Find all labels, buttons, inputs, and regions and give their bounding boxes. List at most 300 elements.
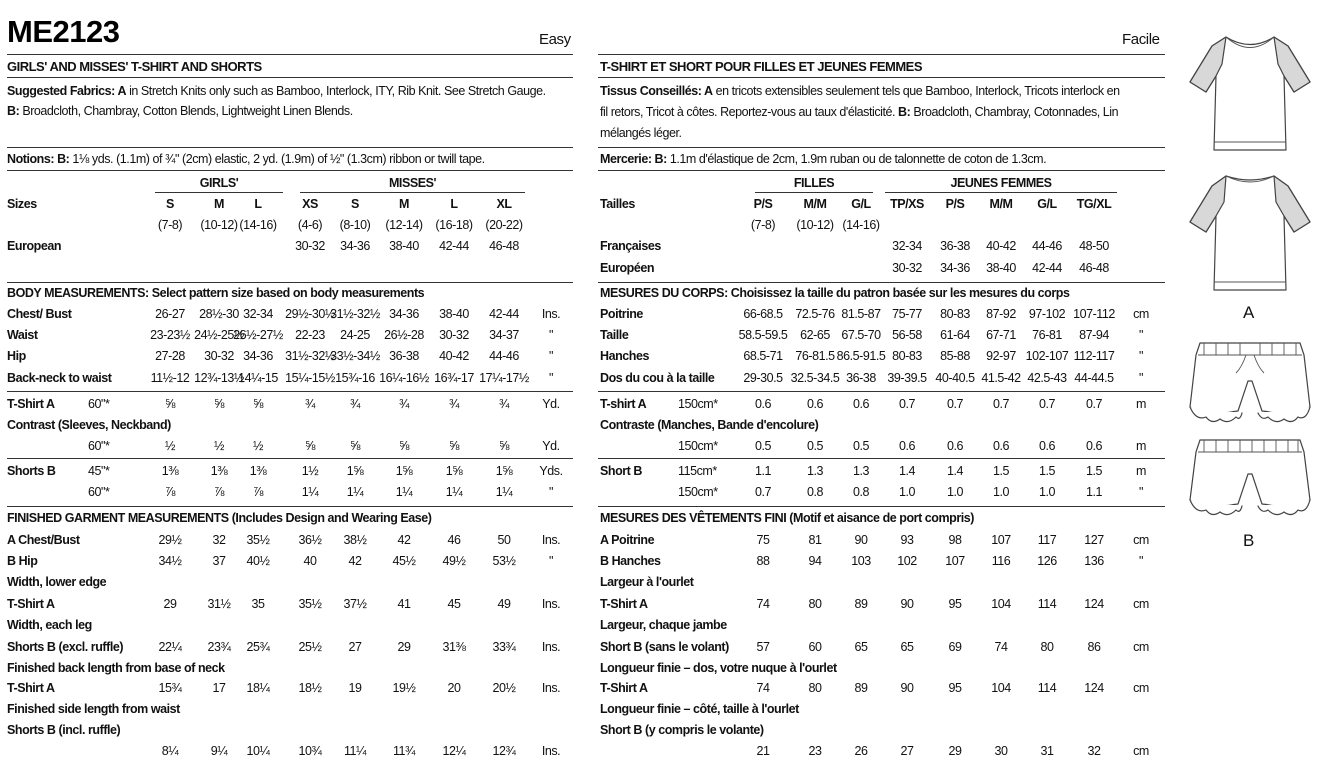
finished-value: 94	[808, 554, 822, 568]
body-value: 29½-30½	[285, 307, 335, 321]
francaises-size: 48-50	[1079, 239, 1109, 253]
body-row-label: Poitrine	[600, 307, 643, 321]
finished-value: 29	[948, 744, 962, 758]
yardage-value: ⅝	[399, 439, 409, 453]
finished-value: 114	[1037, 681, 1057, 695]
body-value: 27-28	[155, 349, 185, 363]
size-header: XS	[302, 197, 318, 211]
size-header: M	[399, 197, 409, 211]
europeen-size: 46-48	[1079, 261, 1109, 275]
finished-value: 19	[348, 681, 362, 695]
finished-value: 89	[854, 681, 868, 695]
yardage-value: ½	[214, 439, 224, 453]
size-number: (20-22)	[485, 218, 523, 232]
unit: Ins.	[541, 597, 561, 611]
finished-value: 65	[900, 640, 914, 654]
body-value: 12¾-13½	[194, 371, 244, 385]
size-header: M	[214, 197, 224, 211]
finished-value: 74	[756, 597, 770, 611]
yardage-value: 1⅜	[210, 464, 228, 478]
fabrics-fr-line1: Tissus Conseillés: A en tricots extensibles seulement tels que Bamboo, Interlock, Tricots interlock en	[600, 84, 1120, 98]
finished-value: 12¼	[442, 744, 466, 758]
finished-value: 53½	[492, 554, 516, 568]
yardage-value: ⅝	[253, 397, 263, 411]
yardage-value: 1.0	[898, 485, 916, 499]
unit: "	[549, 485, 553, 499]
unit: "	[549, 349, 553, 363]
fabric-width: 150cm*	[678, 397, 718, 411]
finished-row-label: A Poitrine	[600, 533, 655, 547]
unit: cm	[1133, 307, 1149, 321]
fabric-width: 60"*	[88, 397, 110, 411]
european-size: 34-36	[340, 239, 370, 253]
yardage-value: 1.3	[852, 464, 870, 478]
yardage-value: 0.7	[1085, 397, 1103, 411]
finished-value: 93	[900, 533, 914, 547]
fabric-width: 45"*	[88, 464, 110, 478]
finished-row-label: T-Shirt A	[7, 597, 55, 611]
yardage-value: 1.0	[992, 485, 1010, 499]
group-girls-fr: FILLES	[793, 176, 835, 190]
yardage-value: 1½	[301, 464, 319, 478]
unit: Ins.	[541, 307, 561, 321]
finished-value: 11¾	[392, 744, 416, 758]
finished-value: 31½	[207, 597, 231, 611]
finished-value: 32	[1087, 744, 1101, 758]
finished-value: 74	[756, 681, 770, 695]
finished-value: 42	[348, 554, 362, 568]
body-value: 44-44.5	[1074, 371, 1114, 385]
finished-value: 80	[1040, 640, 1054, 654]
finished-value: 81	[808, 533, 822, 547]
body-value: 31½-32½	[330, 307, 380, 321]
francaises-label: Françaises	[600, 239, 661, 253]
body-value: 41.5-42	[981, 371, 1021, 385]
europeen-size: 30-32	[892, 261, 922, 275]
yardage-value: ⅝	[214, 397, 224, 411]
yardage-value: 1⅜	[161, 464, 179, 478]
body-value: 33½-34½	[330, 349, 380, 363]
difficulty-fr: Facile	[1122, 31, 1160, 48]
finished-value: 10¼	[246, 744, 270, 758]
view-b-label: B	[1243, 531, 1255, 550]
yardage-value: 1.0	[1038, 485, 1056, 499]
europeen-size: 34-36	[940, 261, 970, 275]
unit: "	[1139, 349, 1143, 363]
finished-value: 29	[163, 597, 177, 611]
contrast-yardage-label: Contrast (Sleeves, Neckband)	[7, 418, 171, 432]
finished-value: 104	[991, 681, 1011, 695]
european-label-en: European	[7, 239, 62, 253]
size-number: (4-6)	[297, 218, 323, 232]
unit: Ins.	[541, 640, 561, 654]
finished-value: 20	[447, 681, 461, 695]
finished-value: 98	[948, 533, 962, 547]
finished-value: 114	[1037, 597, 1057, 611]
size-header: P/S	[753, 197, 773, 211]
finished-row-label: Finished side length from waist	[7, 702, 180, 716]
finished-value: 126	[1037, 554, 1057, 568]
size-number: (7-8)	[157, 218, 183, 232]
francaises-size: 32-34	[892, 239, 922, 253]
yardage-value: ⅝	[350, 439, 360, 453]
finished-value: 34½	[158, 554, 182, 568]
finished-value: 15¾	[158, 681, 182, 695]
size-number: (16-18)	[435, 218, 473, 232]
size-header: G/L	[1037, 197, 1057, 211]
unit: Ins.	[541, 744, 561, 758]
view-a-label: A	[1243, 303, 1255, 322]
body-value: 40-42	[439, 349, 469, 363]
tshirt-yardage-label: T-shirt A	[600, 397, 647, 411]
body-value: 24-25	[340, 328, 370, 342]
finished-value: 90	[900, 597, 914, 611]
size-header: M/M	[989, 197, 1013, 211]
yardage-value: 0.6	[1085, 439, 1103, 453]
finished-value: 127	[1084, 533, 1104, 547]
body-heading-en: BODY MEASUREMENTS: Select pattern size based on body measurements	[7, 286, 425, 300]
yardage-value: 1.5	[992, 464, 1010, 478]
finished-value: 8¼	[161, 744, 179, 758]
fabrics-en: Suggested Fabrics: A in Stretch Knits only such as Bamboo, Interlock, ITY, Rib Knit. See Stretch Gauge.	[7, 84, 546, 98]
body-value: 102-107	[1025, 349, 1069, 363]
yardage-value: 0.7	[992, 397, 1010, 411]
yardage-value: 1.0	[946, 485, 964, 499]
yardage-value: ¾	[499, 397, 509, 411]
size-number: (14-16)	[842, 218, 880, 232]
body-value: 58.5-59.5	[738, 328, 788, 342]
francaises-size: 36-38	[940, 239, 970, 253]
finished-value: 35½	[246, 533, 270, 547]
yardage-value: 1⅝	[346, 464, 364, 478]
body-value: 15¾-16	[335, 371, 375, 385]
pattern-code: ME2123	[7, 14, 120, 49]
finished-value: 18¼	[246, 681, 270, 695]
finished-value: 25½	[298, 640, 322, 654]
body-value: 11½-12	[150, 371, 190, 385]
finished-value: 36½	[298, 533, 322, 547]
body-value: 22-23	[295, 328, 325, 342]
yardage-value: ¾	[449, 397, 459, 411]
body-value: 76-81	[1032, 328, 1062, 342]
yardage-value: 0.8	[806, 485, 824, 499]
finished-value: 27	[348, 640, 362, 654]
body-value: 38-40	[439, 307, 469, 321]
body-value: 26½-28	[384, 328, 424, 342]
finished-value: 23¾	[207, 640, 231, 654]
unit: cm	[1133, 744, 1149, 758]
finished-value: 31	[1040, 744, 1054, 758]
finished-value: 80	[808, 597, 822, 611]
notions-en: Notions: B: 1⅛ yds. (1.1m) of ¾" (2cm) elastic, 2 yd. (1.9m) of ½" (1.3cm) ribbon or twill tape.	[7, 152, 485, 166]
body-value: 24½-25½	[194, 328, 244, 342]
unit: Ins.	[541, 533, 561, 547]
finished-value: 90	[900, 681, 914, 695]
yardage-value: 0.7	[1038, 397, 1056, 411]
unit: Yd.	[542, 439, 560, 453]
european-size: 46-48	[489, 239, 519, 253]
contrast-yardage-label: Contraste (Manches, Bande d'encolure)	[600, 418, 819, 432]
unit: "	[549, 371, 553, 385]
finished-value: 45	[447, 597, 461, 611]
finished-value: 22¼	[158, 640, 182, 654]
finished-value: 29½	[158, 533, 182, 547]
yardage-value: 1.1	[1085, 485, 1103, 499]
body-value: 14¼-15	[238, 371, 278, 385]
finished-value: 18½	[298, 681, 322, 695]
body-row-label: Hip	[7, 349, 26, 363]
size-number: (12-14)	[385, 218, 423, 232]
sizes-label-fr: Tailles	[600, 197, 635, 211]
yardage-value: 0.5	[806, 439, 824, 453]
body-value: 87-92	[986, 307, 1016, 321]
body-value: 23-23½	[150, 328, 190, 342]
tshirt-yardage-label: T-Shirt A	[7, 397, 55, 411]
unit: "	[1139, 554, 1143, 568]
body-value: 85-88	[940, 349, 970, 363]
finished-row-label: Short B (sans le volant)	[600, 640, 729, 654]
size-header: XL	[496, 197, 512, 211]
size-header: G/L	[851, 197, 871, 211]
fabric-width: 150cm*	[678, 439, 718, 453]
finished-value: 17	[212, 681, 226, 695]
finished-value: 103	[851, 554, 871, 568]
unit: Yds.	[539, 464, 563, 478]
body-value: 39-39.5	[887, 371, 927, 385]
finished-value: 80	[808, 681, 822, 695]
yardage-value: 1⅝	[495, 464, 513, 478]
finished-row-label: Short B (y compris le volante)	[600, 723, 764, 737]
finished-value: 117	[1037, 533, 1057, 547]
finished-row-label: Largeur à l'ourlet	[600, 575, 694, 589]
francaises-size: 40-42	[986, 239, 1016, 253]
yardage-value: 0.7	[946, 397, 964, 411]
yardage-value: ½	[253, 439, 263, 453]
finished-value: 104	[991, 597, 1011, 611]
finished-value: 107	[991, 533, 1011, 547]
body-value: 40-40.5	[935, 371, 975, 385]
finished-value: 86	[1087, 640, 1101, 654]
body-row-label: Taille	[600, 328, 629, 342]
yardage-value: 1¼	[301, 485, 319, 499]
unit: "	[549, 328, 553, 342]
finished-value: 38½	[343, 533, 367, 547]
fabric-width: 60"*	[88, 485, 110, 499]
body-value: 112-117	[1073, 349, 1115, 363]
finished-value: 21	[756, 744, 770, 758]
unit: Yd.	[542, 397, 560, 411]
fabric-width: 60"*	[88, 439, 110, 453]
yardage-value: ⅝	[165, 397, 175, 411]
body-value: 107-112	[1073, 307, 1115, 321]
size-header: S	[166, 197, 174, 211]
body-value: 72.5-76	[795, 307, 835, 321]
yardage-value: 1.1	[754, 464, 772, 478]
europeen-size: 38-40	[986, 261, 1016, 275]
european-size: 42-44	[439, 239, 469, 253]
finished-value: 33¾	[492, 640, 516, 654]
body-value: 32.5-34.5	[790, 371, 840, 385]
finished-value: 12¾	[492, 744, 516, 758]
finished-row-label: Longueur finie – dos, votre nuque à l'ourlet	[600, 661, 837, 675]
size-header: L	[254, 197, 262, 211]
fabrics-fr-line2: fil retors, Tricot à côtes. Reportez-vous au taux d'élasticité. B: Broadcloth, Chambray, Cotonnades, Lin	[600, 105, 1119, 119]
group-misses-en: MISSES'	[388, 176, 437, 190]
unit: Ins.	[541, 681, 561, 695]
body-value: 62-65	[800, 328, 830, 342]
body-value: 17¼-17½	[479, 371, 529, 385]
yardage-value: 1⅝	[445, 464, 463, 478]
body-row-label: Back-neck to waist	[7, 371, 112, 385]
body-value: 75-77	[892, 307, 922, 321]
body-value: 30-32	[439, 328, 469, 342]
yardage-value: 0.6	[946, 439, 964, 453]
yardage-value: 0.7	[898, 397, 916, 411]
finished-heading-fr: MESURES DES VÊTEMENTS FINI (Motif et aisance de port compris)	[600, 511, 974, 525]
unit: cm	[1133, 597, 1149, 611]
finished-row-label: T-Shirt A	[7, 681, 55, 695]
body-value: 26½-27½	[233, 328, 283, 342]
finished-value: 9¼	[210, 744, 228, 758]
yardage-value: ¾	[350, 397, 360, 411]
finished-row-label: Width, lower edge	[7, 575, 107, 589]
body-value: 56-58	[892, 328, 922, 342]
yardage-value: 1⅜	[249, 464, 267, 478]
yardage-value: ⅝	[449, 439, 459, 453]
yardage-value: 0.6	[754, 397, 772, 411]
finished-row-label: Longueur finie – côté, taille à l'ourlet	[600, 702, 799, 716]
finished-value: 46	[447, 533, 461, 547]
francaises-size: 44-46	[1032, 239, 1062, 253]
finished-row-label: Finished back length from base of neck	[7, 661, 225, 675]
unit: "	[549, 554, 553, 568]
unit: "	[1139, 485, 1143, 499]
yardage-value: ½	[165, 439, 175, 453]
finished-value: 57	[756, 640, 770, 654]
finished-value: 124	[1084, 681, 1104, 695]
yardage-value: 1.5	[1085, 464, 1103, 478]
body-value: 34-36	[389, 307, 419, 321]
size-number: (10-12)	[200, 218, 238, 232]
finished-value: 95	[948, 597, 962, 611]
finished-value: 74	[994, 640, 1008, 654]
finished-value: 116	[991, 554, 1011, 568]
body-value: 87-94	[1079, 328, 1109, 342]
european-size: 38-40	[389, 239, 419, 253]
finished-value: 124	[1084, 597, 1104, 611]
unit: cm	[1133, 640, 1149, 654]
group-misses-fr: JEUNES FEMMES	[950, 176, 1052, 190]
finished-value: 35½	[298, 597, 322, 611]
unit: m	[1136, 397, 1146, 411]
finished-row-label: B Hip	[7, 554, 38, 568]
finished-value: 10¾	[298, 744, 322, 758]
finished-row-label: T-Shirt A	[600, 597, 648, 611]
finished-row-label: Width, each leg	[7, 618, 92, 632]
body-value: 67-71	[986, 328, 1016, 342]
yardage-value: 1¼	[495, 485, 513, 499]
yardage-value: 1.5	[1038, 464, 1056, 478]
finished-value: 25¾	[246, 640, 270, 654]
finished-value: 40½	[246, 554, 270, 568]
finished-value: 37½	[343, 597, 367, 611]
yardage-value: 0.6	[806, 397, 824, 411]
yardage-value: ¾	[305, 397, 315, 411]
finished-row-label: Shorts B (incl. ruffle)	[7, 723, 121, 737]
body-value: 97-102	[1028, 307, 1066, 321]
size-number: (7-8)	[750, 218, 776, 232]
finished-value: 88	[756, 554, 770, 568]
body-value: 16¼-16½	[379, 371, 429, 385]
fabrics-fr-line3: mélangés léger.	[600, 126, 682, 140]
finished-value: 49½	[442, 554, 466, 568]
unit: "	[1139, 371, 1143, 385]
body-row-label: Waist	[7, 328, 38, 342]
body-row-label: Hanches	[600, 349, 649, 363]
finished-value: 49	[497, 597, 511, 611]
finished-value: 27	[900, 744, 914, 758]
body-value: 86.5-91.5	[836, 349, 886, 363]
size-header: TG/XL	[1076, 197, 1112, 211]
finished-row-label: A Chest/Bust	[7, 533, 80, 547]
body-value: 81.5-87	[841, 307, 881, 321]
body-value: 36-38	[389, 349, 419, 363]
finished-value: 11¼	[343, 744, 367, 758]
unit: m	[1136, 439, 1146, 453]
european-size: 30-32	[295, 239, 325, 253]
finished-value: 95	[948, 681, 962, 695]
finished-value: 69	[948, 640, 962, 654]
yardage-value: 1.3	[806, 464, 824, 478]
yardage-value: 0.8	[852, 485, 870, 499]
size-header: P/S	[945, 197, 965, 211]
yardage-value: 0.5	[852, 439, 870, 453]
body-value: 32-34	[243, 307, 273, 321]
tshirt-front-icon	[1184, 24, 1316, 160]
yardage-value: 0.6	[992, 439, 1010, 453]
size-header: TP/XS	[890, 197, 924, 211]
body-value: 76-81.5	[795, 349, 835, 363]
yardage-value: 0.5	[754, 439, 772, 453]
finished-value: 19½	[392, 681, 416, 695]
finished-value: 75	[756, 533, 770, 547]
finished-value: 26	[854, 744, 868, 758]
notions-fr: Mercerie: B: 1.1m d'élastique de 2cm, 1.9m ruban ou de talonnette de coton de 1.3cm.	[600, 152, 1047, 166]
finished-value: 50	[497, 533, 511, 547]
finished-value: 45½	[392, 554, 416, 568]
body-value: 42-44	[489, 307, 519, 321]
finished-value: 107	[945, 554, 965, 568]
tshirt-back-icon	[1184, 166, 1316, 298]
body-value: 26-27	[155, 307, 185, 321]
yardage-value: 1¼	[445, 485, 463, 499]
finished-value: 20½	[492, 681, 516, 695]
finished-row-label: B Hanches	[600, 554, 661, 568]
finished-value: 31⅜	[442, 640, 466, 654]
yardage-value: ¾	[399, 397, 409, 411]
yardage-value: 0.6	[1038, 439, 1056, 453]
finished-value: 29	[397, 640, 411, 654]
yardage-value: 1.4	[898, 464, 916, 478]
size-header: M/M	[803, 197, 827, 211]
size-number: (14-16)	[239, 218, 277, 232]
fabric-width: 150cm*	[678, 485, 718, 499]
finished-heading-en: FINISHED GARMENT MEASUREMENTS (Includes Design and Wearing Ease)	[7, 511, 432, 525]
finished-value: 90	[854, 533, 868, 547]
unit: "	[1139, 328, 1143, 342]
body-value: 15¼-15½	[285, 371, 335, 385]
body-heading-fr: MESURES DU CORPS: Choisissez la taille du patron basée sur les mesures du corps	[600, 286, 1070, 300]
